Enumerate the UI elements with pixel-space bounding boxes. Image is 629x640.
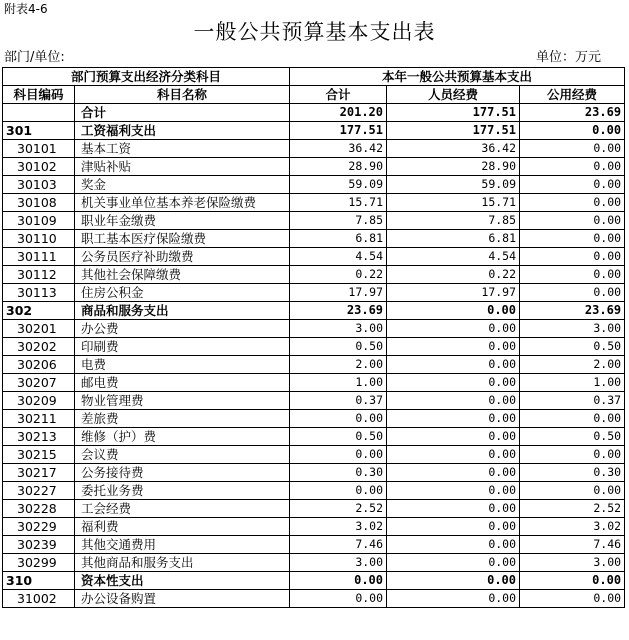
cell-code: 30110 <box>3 230 75 248</box>
table-row <box>3 374 625 392</box>
table-row <box>3 500 625 518</box>
cell-total: 0.00 <box>290 590 387 608</box>
cell-public: 3.00 <box>520 554 625 572</box>
cell-total: 0.50 <box>290 338 387 356</box>
column-header-total: 合计 <box>290 86 387 104</box>
page-title: 一般公共预算基本支出表 <box>193 20 436 44</box>
cell-public: 0.00 <box>520 482 625 500</box>
cell-name: 奖金 <box>75 176 290 194</box>
cell-code: 30299 <box>3 554 75 572</box>
cell-code: 30239 <box>3 536 75 554</box>
cell-personnel: 0.00 <box>387 554 520 572</box>
cell-name: 工资福利支出 <box>75 122 290 140</box>
cell-total: 7.85 <box>290 212 387 230</box>
cell-total: 17.97 <box>290 284 387 302</box>
cell-public: 0.00 <box>520 140 625 158</box>
cell-name: 委托业务费 <box>75 482 290 500</box>
cell-name: 工会经费 <box>75 500 290 518</box>
column-header-code: 科目编码 <box>3 86 75 104</box>
group-header-expenditure: 本年一般公共预算基本支出 <box>290 68 625 86</box>
cell-total: 2.52 <box>290 500 387 518</box>
cell-public: 0.00 <box>520 446 625 464</box>
cell-name: 公务接待费 <box>75 464 290 482</box>
column-header-row <box>3 86 625 104</box>
cell-code: 30217 <box>3 464 75 482</box>
cell-public: 0.00 <box>520 122 625 140</box>
cell-code: 302 <box>3 302 75 320</box>
cell-total: 28.90 <box>290 158 387 176</box>
cell-code: 30108 <box>3 194 75 212</box>
cell-public: 0.30 <box>520 464 625 482</box>
cell-public: 0.00 <box>520 266 625 284</box>
cell-total: 23.69 <box>290 302 387 320</box>
table-row <box>3 302 625 320</box>
cell-public: 0.00 <box>520 284 625 302</box>
cell-total: 7.46 <box>290 536 387 554</box>
cell-name: 合计 <box>75 104 290 122</box>
cell-total: 59.09 <box>290 176 387 194</box>
table-row <box>3 482 625 500</box>
cell-total: 0.00 <box>290 572 387 590</box>
cell-public: 0.00 <box>520 590 625 608</box>
table-row <box>3 536 625 554</box>
cell-name: 其他交通费用 <box>75 536 290 554</box>
cell-name: 住房公积金 <box>75 284 290 302</box>
cell-public: 1.00 <box>520 374 625 392</box>
cell-code: 30211 <box>3 410 75 428</box>
table-row <box>3 320 625 338</box>
table-row <box>3 248 625 266</box>
annex-label: 附表4-6 <box>4 2 48 16</box>
cell-public: 23.69 <box>520 302 625 320</box>
cell-public: 23.69 <box>520 104 625 122</box>
cell-total: 0.22 <box>290 266 387 284</box>
group-header-classification: 部门预算支出经济分类科目 <box>3 68 290 86</box>
cell-personnel: 0.00 <box>387 302 520 320</box>
cell-public: 0.00 <box>520 248 625 266</box>
cell-public: 0.00 <box>520 158 625 176</box>
cell-public: 0.00 <box>520 410 625 428</box>
cell-personnel: 0.00 <box>387 338 520 356</box>
table-row <box>3 176 625 194</box>
cell-code: 30201 <box>3 320 75 338</box>
cell-public: 0.00 <box>520 572 625 590</box>
cell-code: 30103 <box>3 176 75 194</box>
cell-code: 30111 <box>3 248 75 266</box>
table-row <box>3 230 625 248</box>
table-row <box>3 572 625 590</box>
cell-name: 其他社会保障缴费 <box>75 266 290 284</box>
table-row <box>3 590 625 608</box>
table-row <box>3 266 625 284</box>
cell-code: 30229 <box>3 518 75 536</box>
cell-personnel: 59.09 <box>387 176 520 194</box>
cell-public: 3.00 <box>520 320 625 338</box>
cell-code: 30215 <box>3 446 75 464</box>
cell-personnel: 0.00 <box>387 320 520 338</box>
cell-name: 资本性支出 <box>75 572 290 590</box>
cell-personnel: 28.90 <box>387 158 520 176</box>
cell-total: 0.00 <box>290 482 387 500</box>
table-row <box>3 428 625 446</box>
cell-code: 30209 <box>3 392 75 410</box>
cell-public: 0.00 <box>520 194 625 212</box>
table-row <box>3 140 625 158</box>
cell-personnel: 0.00 <box>387 572 520 590</box>
cell-personnel: 177.51 <box>387 122 520 140</box>
cell-personnel: 0.00 <box>387 590 520 608</box>
cell-name: 其他商品和服务支出 <box>75 554 290 572</box>
cell-code: 310 <box>3 572 75 590</box>
cell-total: 3.00 <box>290 554 387 572</box>
cell-total: 177.51 <box>290 122 387 140</box>
cell-total: 201.20 <box>290 104 387 122</box>
cell-name: 办公费 <box>75 320 290 338</box>
cell-personnel: 36.42 <box>387 140 520 158</box>
cell-personnel: 0.22 <box>387 266 520 284</box>
table-row <box>3 338 625 356</box>
column-header-public: 公用经费 <box>520 86 625 104</box>
cell-code: 301 <box>3 122 75 140</box>
cell-total: 6.81 <box>290 230 387 248</box>
cell-personnel: 0.00 <box>387 500 520 518</box>
cell-total: 0.50 <box>290 428 387 446</box>
cell-name: 邮电费 <box>75 374 290 392</box>
table-row <box>3 356 625 374</box>
cell-name: 机关事业单位基本养老保险缴费 <box>75 194 290 212</box>
cell-total: 0.00 <box>290 410 387 428</box>
cell-name: 物业管理费 <box>75 392 290 410</box>
cell-public: 2.00 <box>520 356 625 374</box>
cell-public: 0.00 <box>520 176 625 194</box>
expenditure-table <box>2 67 625 608</box>
cell-public: 0.00 <box>520 212 625 230</box>
cell-total: 3.00 <box>290 320 387 338</box>
cell-name: 印刷费 <box>75 338 290 356</box>
cell-personnel: 177.51 <box>387 104 520 122</box>
cell-name: 办公设备购置 <box>75 590 290 608</box>
column-header-name: 科目名称 <box>75 86 290 104</box>
cell-code: 30227 <box>3 482 75 500</box>
cell-name: 差旅费 <box>75 410 290 428</box>
cell-name: 维修（护）费 <box>75 428 290 446</box>
cell-code: 30228 <box>3 500 75 518</box>
cell-public: 0.50 <box>520 428 625 446</box>
cell-code: 30202 <box>3 338 75 356</box>
cell-name: 电费 <box>75 356 290 374</box>
table-row <box>3 392 625 410</box>
cell-name: 职工基本医疗保险缴费 <box>75 230 290 248</box>
cell-public: 0.00 <box>520 230 625 248</box>
cell-total: 36.42 <box>290 140 387 158</box>
cell-total: 15.71 <box>290 194 387 212</box>
table-row <box>3 194 625 212</box>
table-row <box>3 158 625 176</box>
column-header-personnel: 人员经费 <box>387 86 520 104</box>
cell-name: 会议费 <box>75 446 290 464</box>
table-row <box>3 284 625 302</box>
cell-personnel: 0.00 <box>387 482 520 500</box>
cell-public: 0.37 <box>520 392 625 410</box>
table-row <box>3 122 625 140</box>
cell-name: 福利费 <box>75 518 290 536</box>
cell-code: 30207 <box>3 374 75 392</box>
cell-personnel: 7.85 <box>387 212 520 230</box>
cell-public: 3.02 <box>520 518 625 536</box>
cell-personnel: 15.71 <box>387 194 520 212</box>
cell-personnel: 0.00 <box>387 518 520 536</box>
cell-public: 7.46 <box>520 536 625 554</box>
table-row <box>3 464 625 482</box>
cell-total: 4.54 <box>290 248 387 266</box>
table-row <box>3 410 625 428</box>
cell-personnel: 0.00 <box>387 410 520 428</box>
cell-total: 1.00 <box>290 374 387 392</box>
cell-code: 30206 <box>3 356 75 374</box>
cell-code <box>3 104 75 122</box>
cell-code: 31002 <box>3 590 75 608</box>
cell-code: 30102 <box>3 158 75 176</box>
table-row <box>3 554 625 572</box>
cell-name: 津贴补贴 <box>75 158 290 176</box>
cell-code: 30113 <box>3 284 75 302</box>
cell-code: 30112 <box>3 266 75 284</box>
cell-personnel: 0.00 <box>387 356 520 374</box>
cell-personnel: 4.54 <box>387 248 520 266</box>
cell-total: 3.02 <box>290 518 387 536</box>
cell-code: 30213 <box>3 428 75 446</box>
table-row <box>3 518 625 536</box>
cell-code: 30101 <box>3 140 75 158</box>
cell-code: 30109 <box>3 212 75 230</box>
cell-personnel: 0.00 <box>387 536 520 554</box>
cell-personnel: 0.00 <box>387 464 520 482</box>
unit-label: 单位：万元 <box>536 50 602 65</box>
department-label: 部门/单位: <box>4 50 65 65</box>
cell-name: 公务员医疗补助缴费 <box>75 248 290 266</box>
cell-public: 0.50 <box>520 338 625 356</box>
cell-personnel: 0.00 <box>387 392 520 410</box>
cell-total: 0.30 <box>290 464 387 482</box>
table-row <box>3 104 625 122</box>
cell-personnel: 0.00 <box>387 374 520 392</box>
cell-name: 商品和服务支出 <box>75 302 290 320</box>
cell-total: 0.37 <box>290 392 387 410</box>
table-row <box>3 446 625 464</box>
cell-total: 2.00 <box>290 356 387 374</box>
cell-personnel: 0.00 <box>387 428 520 446</box>
cell-name: 职业年金缴费 <box>75 212 290 230</box>
cell-name: 基本工资 <box>75 140 290 158</box>
cell-personnel: 0.00 <box>387 446 520 464</box>
table-row <box>3 212 625 230</box>
cell-personnel: 6.81 <box>387 230 520 248</box>
cell-personnel: 17.97 <box>387 284 520 302</box>
cell-total: 0.00 <box>290 446 387 464</box>
cell-public: 2.52 <box>520 500 625 518</box>
group-header-row <box>3 68 625 86</box>
